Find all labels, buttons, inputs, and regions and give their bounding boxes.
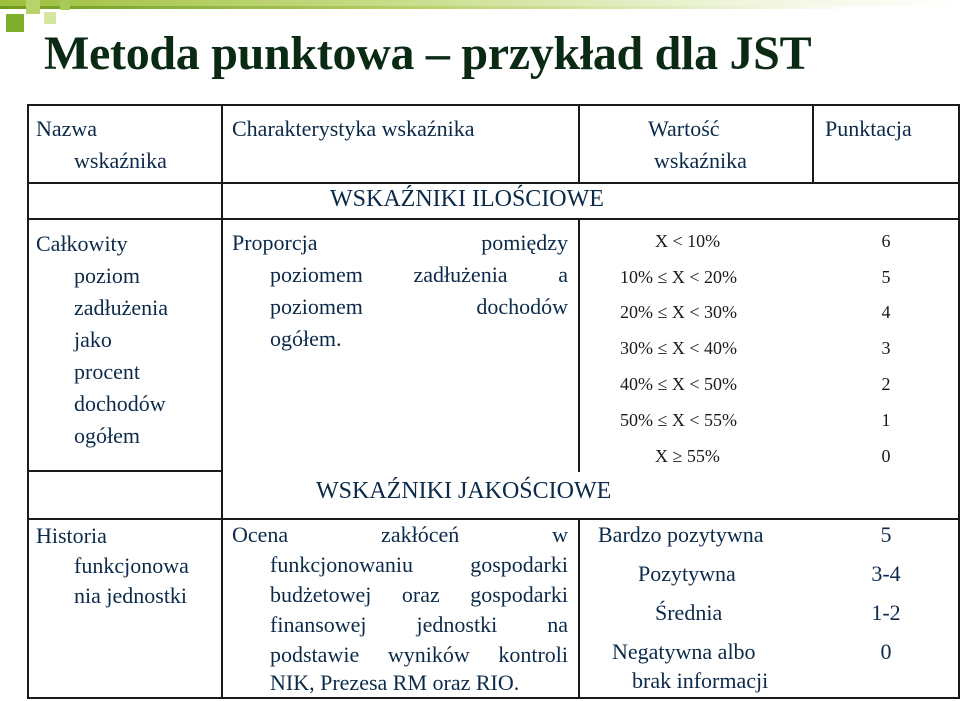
column-divider [812,104,814,184]
rating-value: Bardzo pozytywna [598,522,764,547]
indicator-name-line: funkcjonowa [74,553,189,578]
indicator-name-line: Historia [36,523,107,548]
row-divider [27,218,960,220]
range-points: 2 [881,374,891,394]
range-value: 10% ≤ X < 20% [620,267,738,287]
decorative-square [60,0,70,10]
indicator-name-line: jako [74,327,112,352]
indicator-name-line: poziom [74,263,140,288]
range-points: 5 [881,267,891,287]
rating-value: Średnia [655,600,723,625]
range-value: 50% ≤ X < 55% [620,410,738,430]
range-value: X < 10% [655,231,721,251]
rating-points: 5 [880,522,892,547]
indicator-description-line: Proporcja pomiędzy [232,230,568,255]
range-points: 4 [881,302,891,322]
rating-points: 1-2 [871,600,901,625]
indicator-name-line: zadłużenia [74,295,169,320]
indicator-name-line: nia jednostki [74,583,188,608]
indicator-description-line: finansowej jednostki na [270,612,568,637]
row-divider [27,470,222,472]
header-gradient-line [0,6,960,9]
rating-value: Negatywna albo [612,639,756,664]
section-label-qualitative: WSKAŹNIKI JAKOŚCIOWE [316,478,612,504]
header-points: Punktacja [825,116,912,141]
range-points: 1 [881,410,891,430]
decorative-square [44,12,56,24]
indicator-name-line: dochodów [74,391,166,416]
range-value: 20% ≤ X < 30% [620,302,738,322]
indicator-description-line: podstawie wyników kontroli [270,642,568,667]
range-points: 0 [881,446,891,466]
range-value: 40% ≤ X < 50% [620,374,738,394]
section-label-quantitative: WSKAŹNIKI ILOŚCIOWE [330,186,604,212]
rating-value: brak informacji [632,668,769,693]
indicator-description-line: poziomem zadłużenia a [270,262,568,287]
indicator-description-line: poziomem dochodów [270,294,568,319]
indicator-name-line: procent [74,359,140,384]
row-divider [27,182,960,184]
indicator-description-line: NIK, Prezesa RM oraz RIO. [270,670,520,695]
header-name-line1: Nazwa [36,116,98,141]
column-divider [578,104,580,184]
decorative-square [26,0,40,14]
column-divider [578,218,580,472]
decorative-square [6,14,24,32]
range-points: 3 [881,338,891,358]
indicator-description-line: ogółem. [270,326,342,351]
header-value-line2: wskaźnika [654,148,747,173]
indicator-description-line: Ocena zakłóceń w [232,522,568,547]
column-divider [578,518,580,699]
range-points: 6 [881,231,891,251]
rating-points: 3-4 [871,561,901,586]
header-value-line1: Wartość [648,116,720,141]
column-divider [221,104,223,699]
range-value: 30% ≤ X < 40% [620,338,738,358]
header-name-line2: wskaźnika [74,148,167,173]
indicator-description-line: budżetowej oraz gospodarki [270,582,568,607]
header-characteristic: Charakterystyka wskaźnika [232,116,475,141]
indicator-name-line: ogółem [74,423,140,448]
indicator-name-line: Całkowity [36,231,128,256]
slide-title: Metoda punktowa – przykład dla JST [44,27,812,80]
rating-value: Pozytywna [638,561,736,586]
range-value: X ≥ 55% [655,446,720,466]
rating-points: 0 [880,639,892,664]
indicator-description-line: funkcjonowaniu gospodarki [270,552,568,577]
